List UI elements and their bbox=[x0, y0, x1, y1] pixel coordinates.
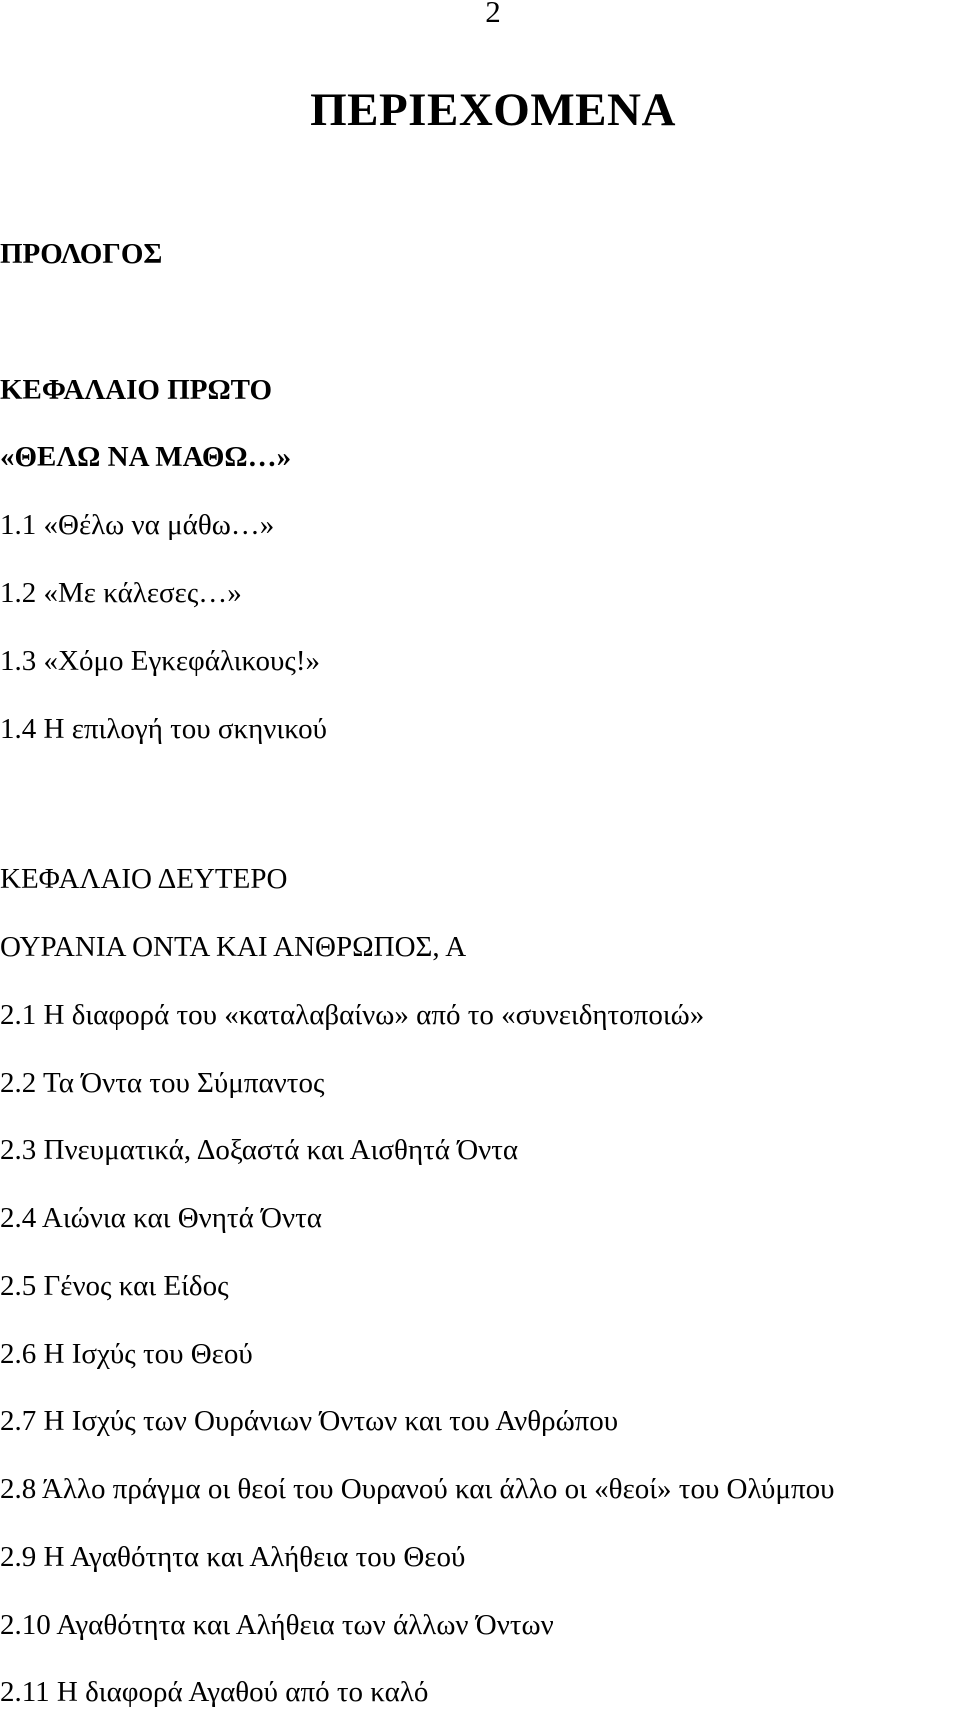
chapter2-heading: ΚΕΦΑΛΑΙΟ ΔΕΥΤΕΡΟ bbox=[0, 863, 288, 895]
toc-entry-2-4: 2.4 Αιώνια και Θνητά Όντα bbox=[0, 1202, 322, 1234]
toc-entry-2-9: 2.9 Η Αγαθότητα και Αλήθεια του Θεού bbox=[0, 1541, 466, 1573]
chapter2-subtitle: ΟΥΡΑΝΙΑ ΟΝΤΑ ΚΑΙ ΑΝΘΡΩΠΟΣ, Α bbox=[0, 931, 467, 963]
toc-entry-1-1: 1.1 «Θέλω να μάθω…» bbox=[0, 509, 275, 541]
toc-entry-1-2: 1.2 «Με κάλεσες…» bbox=[0, 577, 242, 609]
toc-entry-2-6: 2.6 Η Ισχύς του Θεού bbox=[0, 1338, 253, 1370]
chapter1-heading: ΚΕΦΑΛΑΙΟ ΠΡΩΤΟ bbox=[0, 374, 273, 406]
toc-entry-2-11: 2.11 Η διαφορά Αγαθού από το καλό bbox=[0, 1676, 429, 1708]
toc-entry-2-7: 2.7 Η Ισχύς των Ουράνιων Όντων και του Ανθρώπου bbox=[0, 1405, 619, 1437]
toc-entry-2-5: 2.5 Γένος και Είδος bbox=[0, 1270, 229, 1302]
toc-entry-2-3: 2.3 Πνευματικά, Δοξαστά και Αισθητά Όντα bbox=[0, 1134, 519, 1166]
toc-entry-1-3: 1.3 «Χόμο Εγκεφάλικους!» bbox=[0, 645, 320, 677]
toc-entry-2-10: 2.10 Αγαθότητα και Αλήθεια των άλλων Όντων bbox=[0, 1609, 554, 1641]
toc-entry-2-2: 2.2 Τα Όντα του Σύμπαντος bbox=[0, 1067, 325, 1099]
toc-entry-1-4: 1.4 Η επιλογή του σκηνικού bbox=[0, 713, 328, 745]
toc-entry-2-1: 2.1 Η διαφορά του «καταλαβαίνω» από το «συνειδητοποιώ» bbox=[0, 999, 705, 1031]
page-number: 2 bbox=[485, 0, 501, 29]
page-title: ΠΕΡΙΕΧΟΜΕΝΑ bbox=[310, 84, 676, 136]
prologue-heading: ΠΡΟΛΟΓΟΣ bbox=[0, 238, 163, 270]
chapter1-subtitle: «ΘΕΛΩ ΝΑ ΜΑΘΩ…» bbox=[0, 441, 292, 473]
toc-entry-2-8: 2.8 Άλλο πράγμα οι θεοί του Ουρανού και άλλο οι «θεοί» του Ολύμπου bbox=[0, 1473, 835, 1505]
